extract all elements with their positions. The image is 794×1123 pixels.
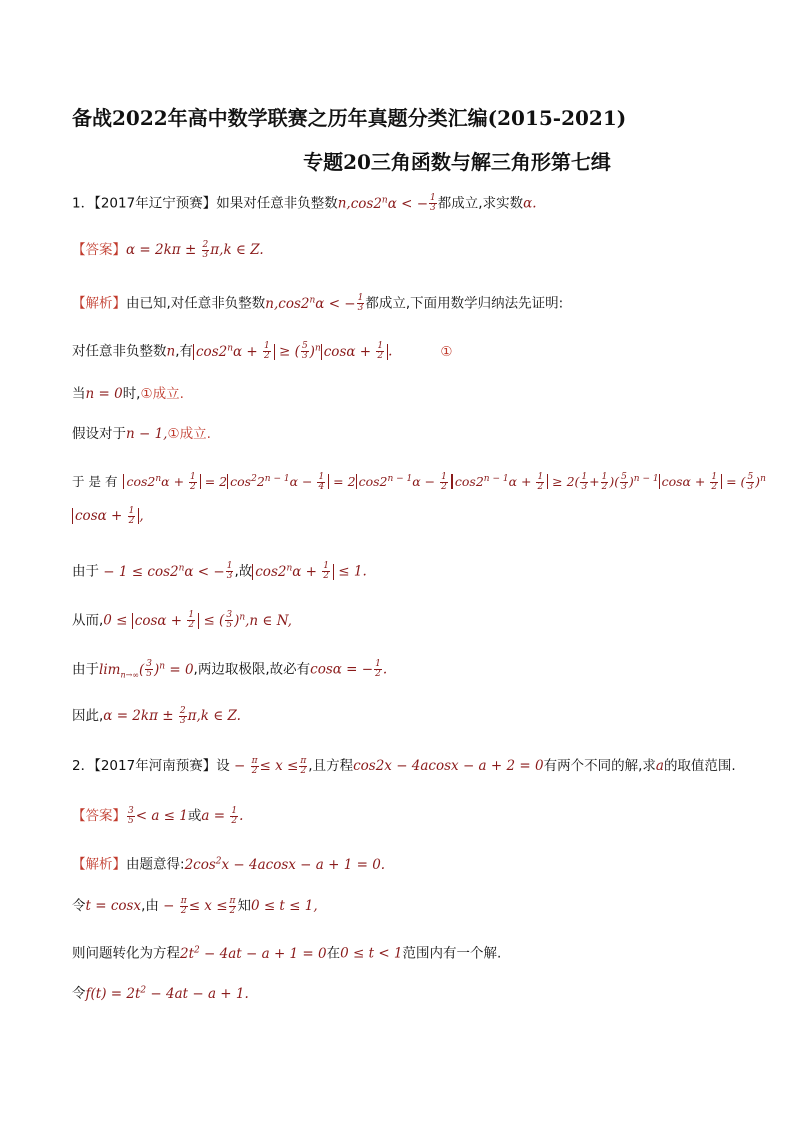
problem1-stem: 1．【2017年辽宁预赛】如果对任意非负整数$n,\cos 2^n\alpha$ < − $\frac{1}{3}$ 都成立,求实数α. (72, 193, 537, 213)
problem2-answer: 【答案】 $\frac{3}{5}$ < a ≤ 1或a = $\frac{1}{2}$ . (72, 805, 244, 826)
problem1-step7: 由于$\lim_{n\to\infty}$( $\frac{3}{5}$ )$^n$ = 0,两边取极限,故必有cosα = − $\frac{1}{2}$ . (72, 659, 388, 680)
document-title: 备战2022年高中数学联赛之历年真题分类汇编(2015-2021) (72, 106, 627, 130)
math-expr: n, (337, 195, 351, 212)
problem1-step3: 假设对于n − 1,①成立. (72, 426, 211, 442)
problem2-step2: 则问题转化为方程$2t^2 - 4at - a + 1 = 0$在0 ≤ t < 1范围内有一个解. (72, 945, 502, 962)
problem1-step5: 由于 − $1 \le \cos 2^n\alpha$ < − $\frac{1}{3}$ ,故 $\cos 2^n\alpha$ + $\frac{1}{2}$ ≤ 1. (72, 561, 367, 581)
problem1-step1: 对任意非负整数n,有 $\cos 2^n\alpha$ + $\frac{1}{2}$ ≥ ( $\frac{5}{3}$ )$^n$ cosα + $\frac{1}{2}$ . ① (72, 341, 453, 361)
problem2-stem: 2．【2017年河南预赛】设 − $\frac{\pi}{2}$ ≤ x ≤ $\frac{\pi}{2}$ ,且方程cos2x − 4acosx − a + 2 = 0有两个不同的解,求a的取值范围. (72, 755, 736, 776)
problem1-step2: 当n = 0时,①成立. (72, 386, 184, 402)
problem1-step4: 于 是 有 $\cos 2^n\alpha$ + $\frac{1}{2}$ = 2 $\cos^22^{n - 1}\alpha$ − $\frac{1}{4}$ = 2 $\cos 2^{n - 1}\alpha$ − $\frac{1}{2}$ $\cos 2^{n - 1}\alpha$ + $\frac{1}{2}$ ≥ 2( $\frac{1}{3}$ + $\frac{1}{2}$ )( $\frac{5}{3}$ )$^{n - 1}$ cosα + $\frac{1}{2}$ = ( $\frac{5}{3}$ )$^n$ (72, 472, 766, 493)
problem2-analysis: 【解析】由题意得$:2\cos^2x - 4acosx - a + 1 = 0$. (72, 856, 386, 873)
problem1-step6: 从而,0 ≤ cosα + $\frac{1}{2}$ ≤ ( $\frac{3}{5}$ )$^n$,n ∈ N, (72, 610, 292, 630)
problem1-step4-cont: cosα + $\frac{1}{2}$ , (72, 506, 144, 526)
problem1-step8: 因此,α = 2kπ ± $\frac{2}{3}$ π,k ∈ Z. (72, 705, 241, 726)
problem1-answer: 【答案】α = 2kπ ± $\frac{2}{3}$ π,k ∈ Z. (72, 239, 264, 260)
problem2-step3: 令$f(t) = 2t^2 - 4at - a + 1$. (72, 985, 249, 1002)
problem1-analysis: 【解析】由已知,对任意非负整数$n,\cos 2^n\alpha$ < − $\frac{1}{3}$ 都成立,下面用数学归纳法先证明: (72, 293, 564, 313)
document-subtitle: 专题20三角函数与解三角形第七缉 (303, 150, 611, 174)
problem2-step1: 令t = cosx,由 − $\frac{\pi}{2}$ ≤ x ≤ $\frac{\pi}{2}$ 知0 ≤ t ≤ 1, (72, 895, 318, 916)
